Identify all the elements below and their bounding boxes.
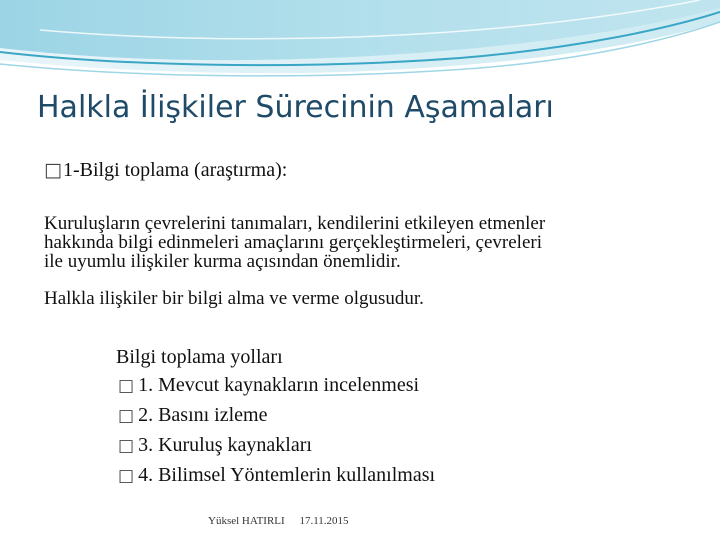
list-item <box>118 461 435 491</box>
list-item <box>118 401 435 431</box>
description-paragraph <box>44 214 704 271</box>
methods-title: Bilgi toplama yolları <box>116 346 283 368</box>
list-item-text: 1. Mevcut kaynakların incelenmesi <box>138 374 420 396</box>
list-item-text: 4. Bilimsel Yöntemlerin kullanılması <box>138 464 436 486</box>
section-heading-text: 1-Bilgi toplama (araştırma): <box>62 159 288 181</box>
square-bullet-icon: □ <box>118 406 135 426</box>
slide-footer <box>208 514 349 528</box>
paragraph-line: hakkında bilgi edinmeleri amaçlarını gerçekleştirmeleri, çevreleri <box>44 232 542 253</box>
square-bullet-icon: □ <box>44 159 62 181</box>
paragraph-line: Kuruluşların çevrelerini tanımaları, kendilerini etkileyen etmenler <box>44 213 546 234</box>
list-item-text: 2. Basını izleme <box>138 404 268 426</box>
square-bullet-icon: □ <box>118 466 135 486</box>
slide-title: Halkla İlişkiler Sürecinin Aşamaları <box>37 90 554 125</box>
header-wave-decoration <box>0 0 720 90</box>
summary-sentence: Halkla ilişkiler bir bilgi alma ve verme olgusudur. <box>44 288 424 309</box>
list-item <box>118 371 435 401</box>
section-heading <box>44 157 287 183</box>
square-bullet-icon: □ <box>118 436 135 456</box>
methods-list <box>116 343 435 491</box>
list-item-text: 3. Kuruluş kaynakları <box>138 434 312 456</box>
footer-author: Yüksel HATIRLI <box>208 515 285 527</box>
paragraph-line: ile uyumlu ilişkiler kurma açısından önemlidir. <box>44 251 401 272</box>
list-item <box>118 431 435 461</box>
footer-date: 17.11.2015 <box>299 515 349 527</box>
square-bullet-icon: □ <box>118 376 135 396</box>
